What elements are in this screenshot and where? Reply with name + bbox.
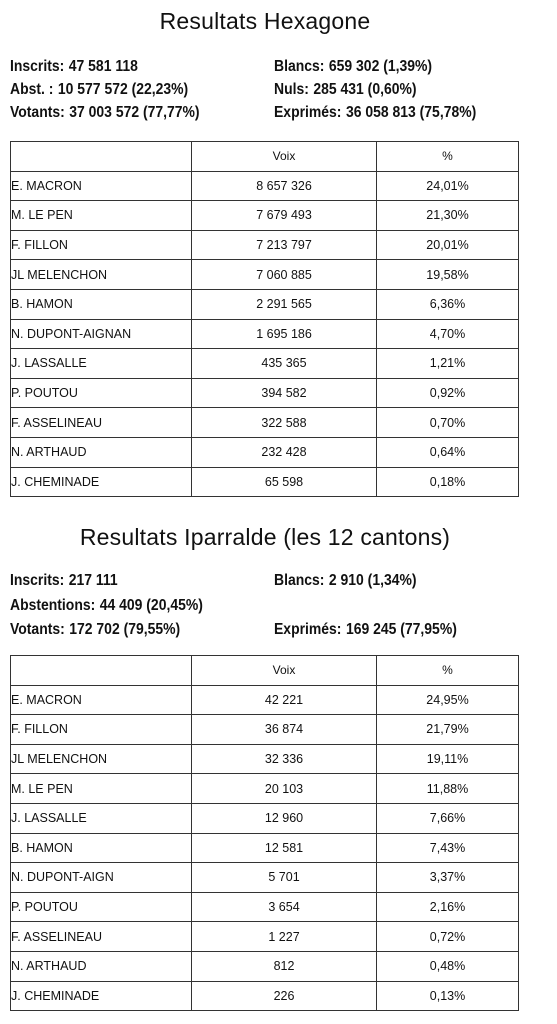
hexagone-inscrits xyxy=(10,58,138,76)
candidate-name: J. CHEMINADE xyxy=(11,981,192,1011)
stat-label: Blancs: xyxy=(274,58,325,75)
candidate-votes: 36 874 xyxy=(192,715,377,745)
candidate-votes: 394 582 xyxy=(192,378,377,408)
table-row xyxy=(11,201,519,231)
candidate-percent: 11,88% xyxy=(377,774,519,804)
stat-value: 44 409 (20,45%) xyxy=(99,597,203,614)
candidate-percent: 3,37% xyxy=(377,863,519,893)
stat-label: Abstentions: xyxy=(10,597,96,614)
candidate-votes: 7 213 797 xyxy=(192,230,377,260)
candidate-name: B. HAMON xyxy=(11,289,192,319)
table-row xyxy=(11,319,519,349)
stat-value: 217 111 xyxy=(68,572,118,589)
iparralde-votants xyxy=(10,621,180,639)
table-row xyxy=(11,715,519,745)
iparralde-inscrits xyxy=(10,572,118,590)
stat-label: Inscrits: xyxy=(10,572,65,589)
candidate-name: J. LASSALLE xyxy=(11,349,192,379)
candidate-percent: 0,18% xyxy=(377,467,519,497)
table-row xyxy=(11,408,519,438)
stat-label: Votants: xyxy=(10,621,65,638)
candidate-name: JL MELENCHON xyxy=(11,260,192,290)
candidate-votes: 32 336 xyxy=(192,744,377,774)
table-header-row xyxy=(11,142,519,172)
candidate-percent: 0,70% xyxy=(377,408,519,438)
candidate-votes: 812 xyxy=(192,951,377,981)
candidate-percent: 24,95% xyxy=(377,685,519,715)
candidate-percent: 24,01% xyxy=(377,171,519,201)
candidate-name: F. FILLON xyxy=(11,715,192,745)
candidate-percent: 6,36% xyxy=(377,289,519,319)
table-row xyxy=(11,685,519,715)
header-voix: Voix xyxy=(192,656,377,686)
table-header-row xyxy=(11,656,519,686)
header-percent: % xyxy=(377,656,519,686)
candidate-percent: 1,21% xyxy=(377,349,519,379)
stat-label: Exprimés: xyxy=(274,104,342,121)
hexagone-blancs xyxy=(274,58,432,76)
stat-value: 37 003 572 (77,77%) xyxy=(69,104,200,121)
table-row xyxy=(11,803,519,833)
candidate-name: E. MACRON xyxy=(11,171,192,201)
header-voix: Voix xyxy=(192,142,377,172)
table-row xyxy=(11,437,519,467)
candidate-name: J. LASSALLE xyxy=(11,803,192,833)
candidate-votes: 226 xyxy=(192,981,377,1011)
iparralde-table-body xyxy=(11,685,519,1011)
iparralde-abstentions xyxy=(10,597,203,615)
candidate-percent: 2,16% xyxy=(377,892,519,922)
candidate-percent: 0,48% xyxy=(377,951,519,981)
stat-label: Nuls: xyxy=(274,81,309,98)
table-row xyxy=(11,833,519,863)
candidate-percent: 20,01% xyxy=(377,230,519,260)
candidate-name: N. DUPONT-AIGN xyxy=(11,863,192,893)
table-row xyxy=(11,774,519,804)
stat-value: 36 058 813 (75,78%) xyxy=(345,104,477,121)
header-candidate xyxy=(11,142,192,172)
candidate-name: F. FILLON xyxy=(11,230,192,260)
stat-value: 169 245 (77,95%) xyxy=(345,621,457,638)
candidate-votes: 8 657 326 xyxy=(192,171,377,201)
stat-label: Inscrits: xyxy=(10,58,65,75)
candidate-votes: 12 960 xyxy=(192,803,377,833)
table-row xyxy=(11,892,519,922)
candidate-votes: 5 701 xyxy=(192,863,377,893)
table-row xyxy=(11,230,519,260)
candidate-votes: 65 598 xyxy=(192,467,377,497)
candidate-votes: 3 654 xyxy=(192,892,377,922)
candidate-percent: 7,66% xyxy=(377,803,519,833)
table-row xyxy=(11,289,519,319)
table-row xyxy=(11,863,519,893)
iparralde-blancs xyxy=(274,572,417,590)
candidate-votes: 20 103 xyxy=(192,774,377,804)
stat-value: 2 910 (1,34%) xyxy=(328,572,417,589)
hexagone-table-body xyxy=(11,171,519,497)
stat-value: 10 577 572 (22,23%) xyxy=(57,81,189,98)
candidate-percent: 21,79% xyxy=(377,715,519,745)
candidate-name: F. ASSELINEAU xyxy=(11,408,192,438)
candidate-percent: 0,72% xyxy=(377,922,519,952)
table-row xyxy=(11,467,519,497)
table-row xyxy=(11,349,519,379)
candidate-name: P. POUTOU xyxy=(11,378,192,408)
header-percent: % xyxy=(377,142,519,172)
hexagone-abst xyxy=(10,81,188,99)
candidate-votes: 435 365 xyxy=(192,349,377,379)
stat-value: 659 302 (1,39%) xyxy=(328,58,433,75)
candidate-percent: 0,13% xyxy=(377,981,519,1011)
table-row xyxy=(11,378,519,408)
table-row xyxy=(11,981,519,1011)
iparralde-title: Resultats Iparralde (les 12 cantons) xyxy=(79,524,451,550)
candidate-name: N. DUPONT-AIGNAN xyxy=(11,319,192,349)
candidate-votes: 1 227 xyxy=(192,922,377,952)
candidate-percent: 4,70% xyxy=(377,319,519,349)
candidate-percent: 0,64% xyxy=(377,437,519,467)
candidate-percent: 19,11% xyxy=(377,744,519,774)
header-candidate xyxy=(11,656,192,686)
candidate-votes: 7 679 493 xyxy=(192,201,377,231)
candidate-name: J. CHEMINADE xyxy=(11,467,192,497)
table-row xyxy=(11,260,519,290)
candidate-votes: 232 428 xyxy=(192,437,377,467)
hexagone-exprimes xyxy=(274,104,476,122)
candidate-percent: 7,43% xyxy=(377,833,519,863)
candidate-votes: 322 588 xyxy=(192,408,377,438)
candidate-votes: 42 221 xyxy=(192,685,377,715)
candidate-percent: 0,92% xyxy=(377,378,519,408)
hexagone-title: Resultats Hexagone xyxy=(159,8,371,34)
stat-value: 47 581 118 xyxy=(68,58,138,75)
stat-label: Abst. : xyxy=(10,81,54,98)
stat-label: Exprimés: xyxy=(274,621,342,638)
candidate-percent: 19,58% xyxy=(377,260,519,290)
hexagone-results-table xyxy=(10,141,519,497)
candidate-votes: 12 581 xyxy=(192,833,377,863)
table-row xyxy=(11,951,519,981)
stat-value: 285 431 (0,60%) xyxy=(313,81,417,98)
candidate-name: E. MACRON xyxy=(11,685,192,715)
table-row xyxy=(11,744,519,774)
candidate-votes: 7 060 885 xyxy=(192,260,377,290)
stat-value: 172 702 (79,55%) xyxy=(69,621,181,638)
candidate-name: P. POUTOU xyxy=(11,892,192,922)
candidate-name: M. LE PEN xyxy=(11,774,192,804)
hexagone-nuls xyxy=(274,81,417,99)
candidate-name: M. LE PEN xyxy=(11,201,192,231)
hexagone-votants xyxy=(10,104,200,122)
candidate-votes: 1 695 186 xyxy=(192,319,377,349)
table-row xyxy=(11,171,519,201)
candidate-percent: 21,30% xyxy=(377,201,519,231)
candidate-name: N. ARTHAUD xyxy=(11,437,192,467)
iparralde-exprimes xyxy=(274,621,457,639)
iparralde-results-table xyxy=(10,655,519,1011)
stat-label: Blancs: xyxy=(274,572,325,589)
candidate-name: B. HAMON xyxy=(11,833,192,863)
table-row xyxy=(11,922,519,952)
candidate-votes: 2 291 565 xyxy=(192,289,377,319)
stat-label: Votants: xyxy=(10,104,65,121)
candidate-name: F. ASSELINEAU xyxy=(11,922,192,952)
candidate-name: N. ARTHAUD xyxy=(11,951,192,981)
candidate-name: JL MELENCHON xyxy=(11,744,192,774)
